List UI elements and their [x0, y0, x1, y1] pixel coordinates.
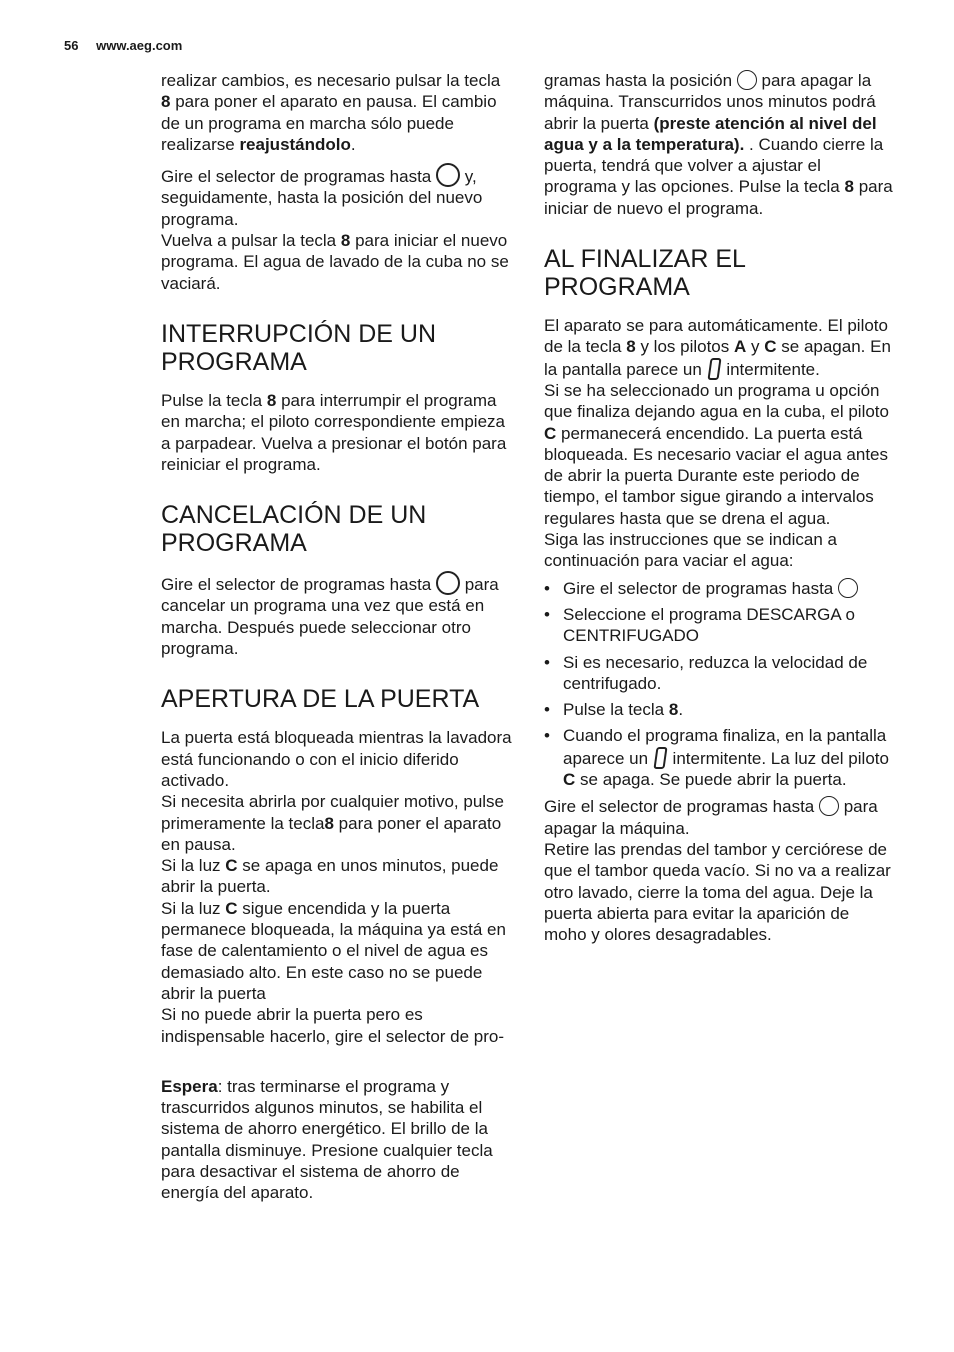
display-zero-icon [707, 358, 721, 380]
heading-apertura: APERTURA DE LA PUERTA [161, 685, 480, 714]
list-item: • Pulse la tecla 8. [544, 699, 896, 720]
drain-steps-list [544, 578, 896, 791]
apertura-paragraph-3: Si la luz C se apaga en unos minutos, puede abrir la puerta. [161, 856, 499, 897]
final-paragraph-2: Retire las prendas del tambor y cerciórese de que el tambor queda vacío. Si no va a realizar otro lavado, cierre la toma del agua. Deje la puerta abierta para evitar la aparición de moho y olores desagradables. [544, 839, 891, 945]
final-paragraph-1: Gire el selector de programas hasta para apagar la máquina. [544, 797, 878, 838]
change-program-paragraph: Gire el selector de programas hasta y, seguidamente, hasta la posición del nuevo programa. [161, 163, 513, 230]
left-column [161, 70, 513, 1212]
apertura-paragraph-1: La puerta está bloqueada mientras la lavadora está funcionando o con el inicio diferido activado. [161, 728, 512, 790]
list-item: • Cuando el programa finaliza, en la pantalla aparece un intermitente. La luz del piloto C se apaga. Se puede abrir la puerta. [544, 725, 896, 790]
site-url: www.aeg.com [96, 38, 183, 53]
continuation-paragraph: gramas hasta la posición para apagar la máquina. Transcurridos unos minutos podrá abrir la puerta (preste atención al nivel del agua y a la temperatura). . Cuando cierre la puerta, tendrá que volver a ajustar el programa y las opciones. Pulse la tecla 8 para iniciar de nuevo el programa. [544, 71, 893, 218]
finalizar-paragraph-3: Siga las instrucciones que se indican a continuación para vaciar el agua: [544, 530, 837, 571]
cancelacion-paragraph: Gire el selector de programas hasta para cancelar un programa una vez que está en marcha. Después puede seleccionar otro programa. [161, 571, 513, 659]
heading-cancelacion: CANCELACIÓN DE UN PROGRAMA [161, 501, 427, 558]
off-position-icon [838, 578, 858, 598]
finalizar-paragraph-1: El aparato se para automáticamente. El piloto de la tecla 8 y los pilotos A y C se apagan. En la pantalla parece un intermitente. [544, 316, 891, 379]
off-position-icon [436, 571, 460, 595]
apertura-paragraph-5: Si no puede abrir la puerta pero es indispensable hacerlo, gire el selector de pro- [161, 1005, 505, 1046]
page-number: 56 [64, 38, 79, 53]
intro-paragraph: realizar cambios, es necesario pulsar la tecla 8 para poner el aparato en pausa. El cambio de un programa en marcha sólo puede realizarse reajustándolo. [161, 71, 501, 154]
page-header [64, 38, 182, 53]
list-item: • Si es necesario, reduzca la velocidad de centrifugado. [544, 652, 896, 695]
apertura-paragraph-4: Si la luz C sigue encendida y la puerta permanece bloqueada, la máquina ya está en fase de calentamiento o el nivel de agua es demasiado alto. En este caso no se puede abrir la puerta [161, 898, 506, 1003]
espera-paragraph: Espera: tras terminarse el programa y trascurridos algunos minutos, se habilita el sistema de ahorro energético. El brillo de la pantalla disminuye. Presione cualquier tecla para desactivar el sistema de ahorro de energía del aparato. [161, 1076, 493, 1203]
off-position-icon [819, 796, 839, 816]
apertura-paragraph-2: Si necesita abrirla por cualquier motivo, pulse primeramente la tecla8 para poner el aparato en pausa. [161, 792, 505, 854]
heading-interrupcion: INTERRUPCIÓN DE UN PROGRAMA [161, 319, 437, 376]
right-column [544, 70, 896, 953]
restart-paragraph: Vuelva a pulsar la tecla 8 para iniciar el nuevo programa. El agua de lavado de la cuba no se vaciará. [161, 231, 509, 293]
off-position-icon [737, 70, 757, 90]
off-position-icon [436, 163, 460, 187]
list-item: • Gire el selector de programas hasta [544, 578, 896, 599]
heading-finalizar: AL FINALIZAR EL PROGRAMA [544, 245, 745, 302]
display-zero-icon [653, 747, 667, 769]
list-item: • Seleccione el programa DESCARGA o CENTRIFUGADO [544, 604, 896, 647]
interrupcion-paragraph: Pulse la tecla 8 para interrumpir el programa en marcha; el piloto correspondiente empieza a parpadear. Vuelva a presionar el botón para reiniciar el programa. [161, 390, 507, 474]
finalizar-paragraph-2: Si se ha seleccionado un programa u opción que finaliza dejando agua en la cuba, el piloto C permanecerá encendido. La puerta está bloqueada. Es necesario vaciar el agua antes de abrir la puerta Durante este periodo de tiempo, el tambor sigue girando a intervalos regulares hasta que se drena el agua. [544, 380, 889, 528]
